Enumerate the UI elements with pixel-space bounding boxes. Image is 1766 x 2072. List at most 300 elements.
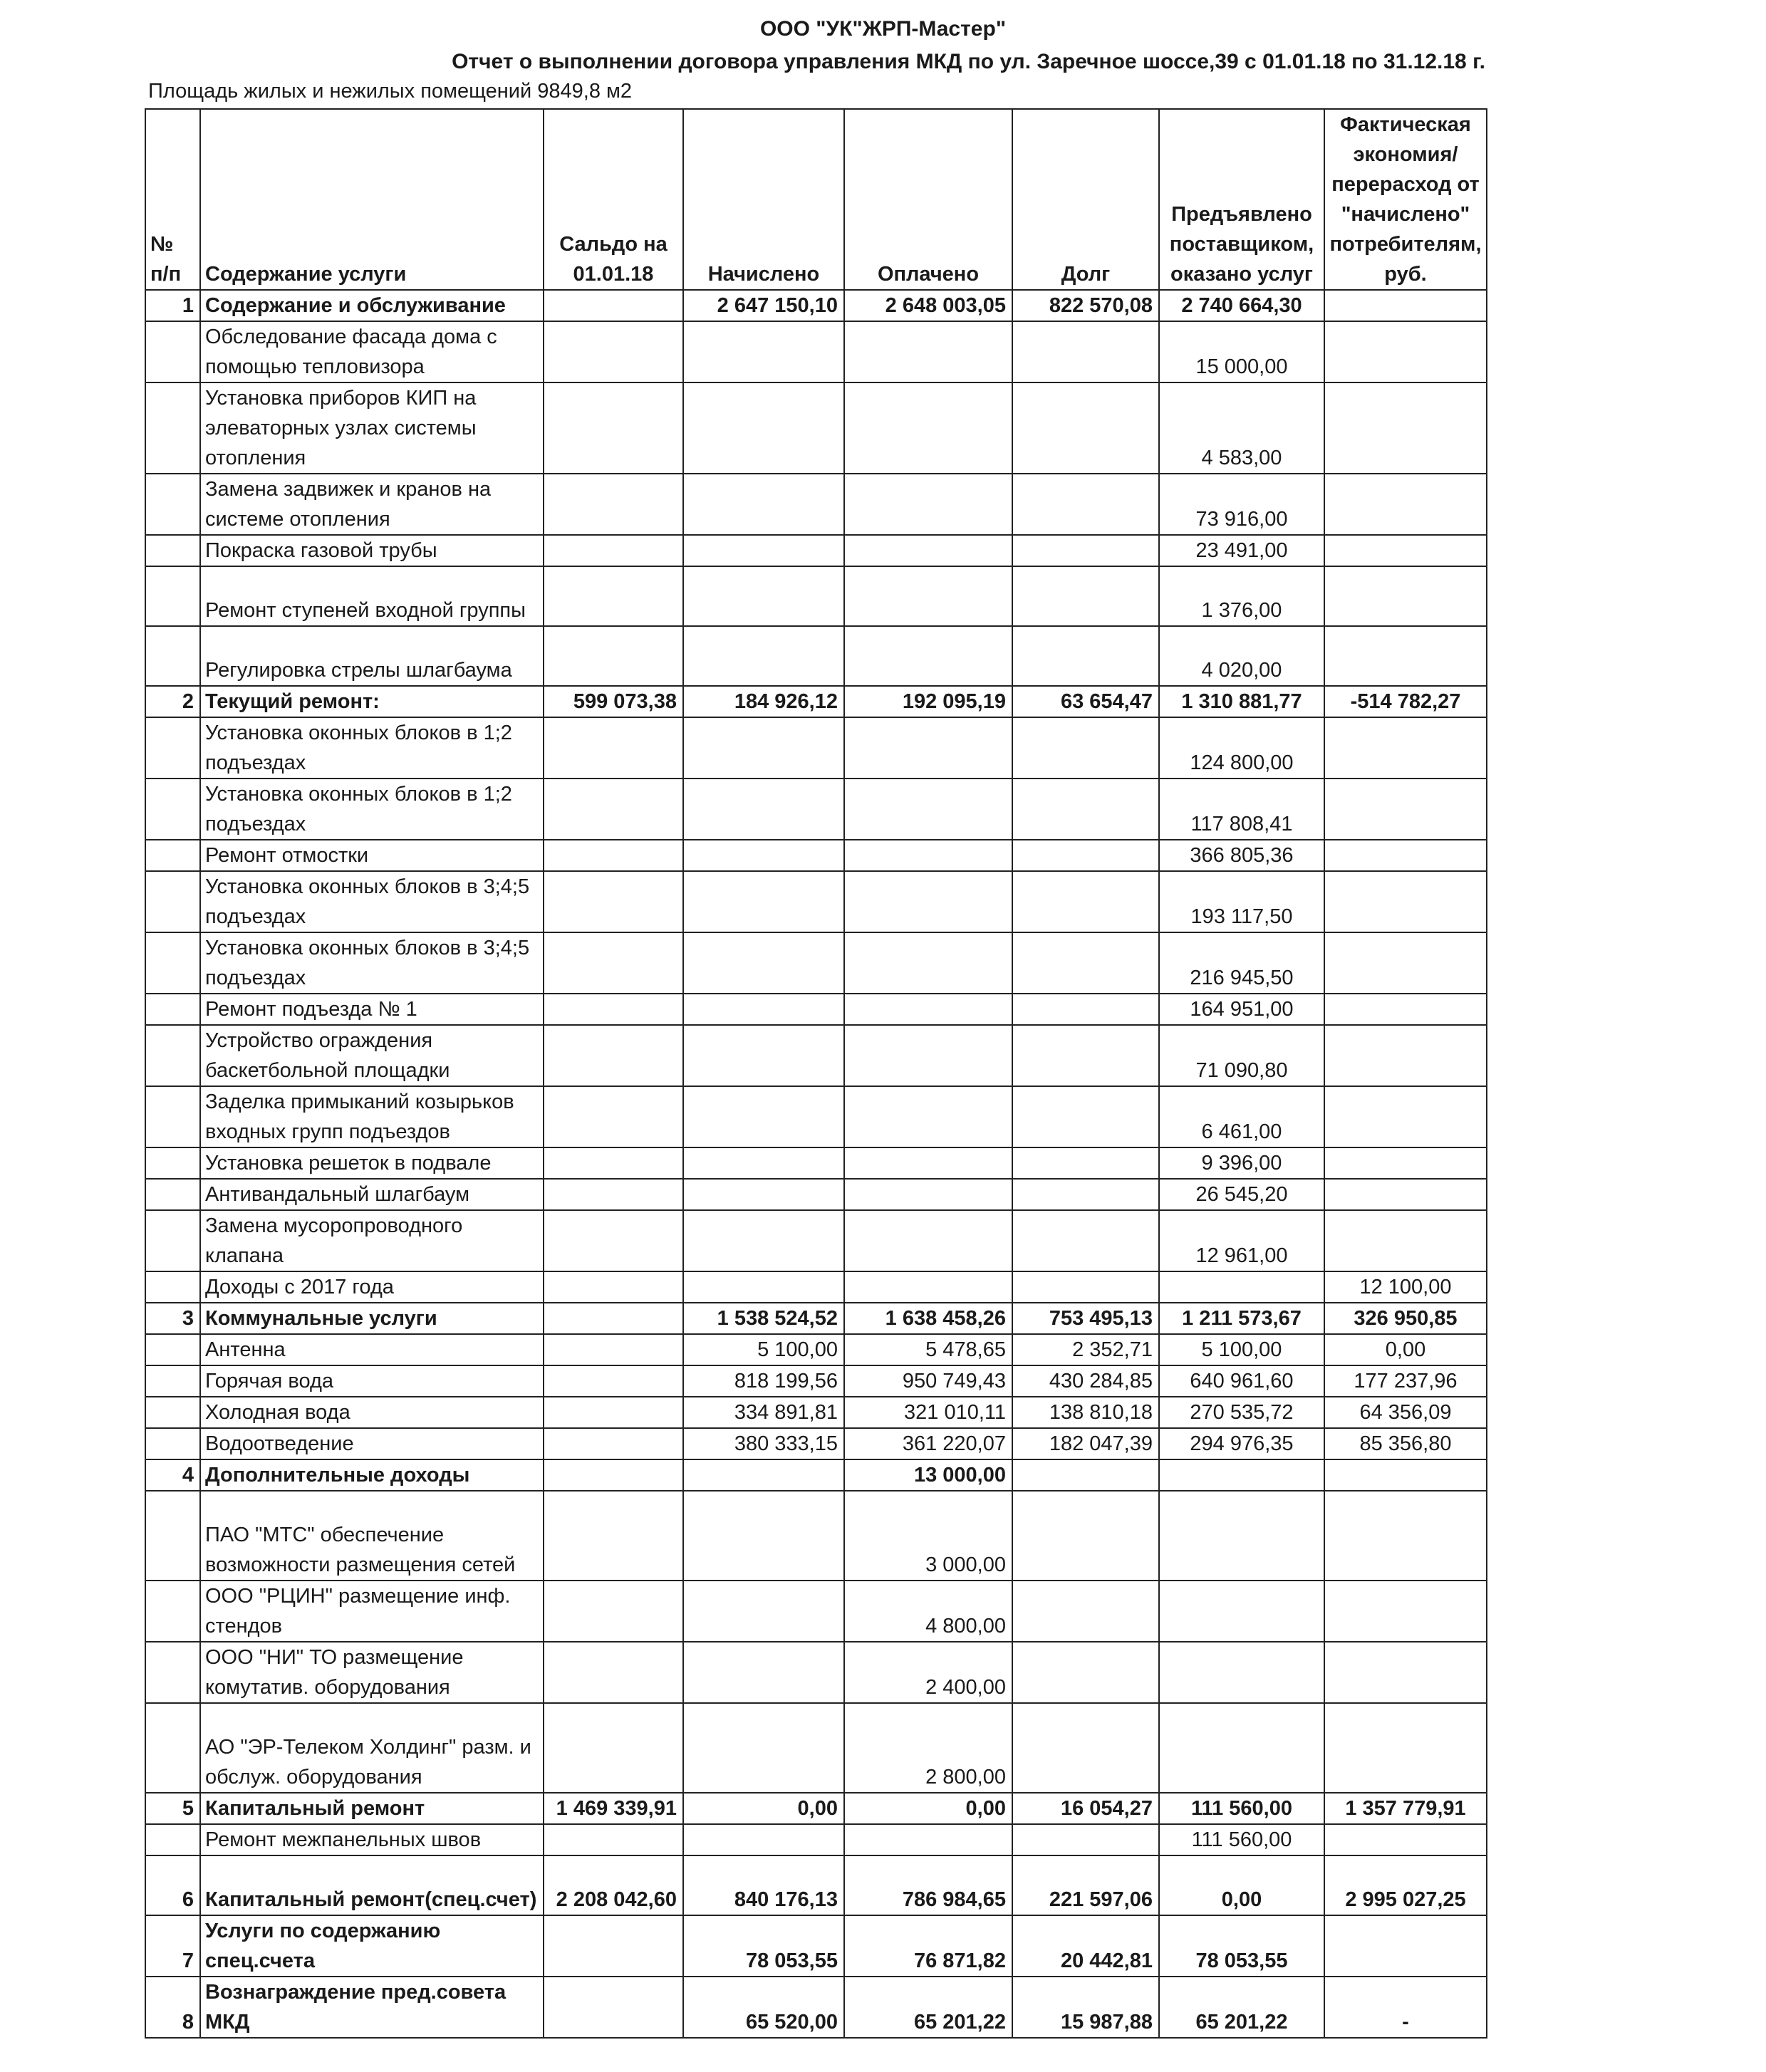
table-row [145, 1271, 1487, 1303]
cell-service: Обследование фасада дома с помощью тепловизора [200, 321, 544, 382]
cell-presented: 193 117,50 [1159, 871, 1324, 932]
cell-num [145, 1147, 200, 1179]
cell-charged [683, 1642, 844, 1703]
cell-num [145, 626, 200, 686]
cell-economy: 64 356,09 [1324, 1397, 1487, 1428]
cell-num [145, 1334, 200, 1365]
cell-num [145, 1271, 200, 1303]
cell-service: Доходы с 2017 года [200, 1271, 544, 1303]
table-row [145, 1397, 1487, 1428]
cell-debt [1012, 535, 1159, 566]
cell-economy: 326 950,85 [1324, 1303, 1487, 1334]
cell-saldo [544, 1491, 683, 1581]
table-header-row [145, 109, 1487, 290]
cell-charged [683, 1147, 844, 1179]
cell-saldo [544, 932, 683, 994]
cell-saldo [544, 1703, 683, 1793]
cell-presented: 6 461,00 [1159, 1086, 1324, 1147]
cell-charged [683, 1025, 844, 1086]
col-header-service: Содержание услуги [200, 109, 544, 290]
cell-service: ООО "РЦИН" размещение инф. стендов [200, 1581, 544, 1642]
cell-charged: 78 053,55 [683, 1915, 844, 1977]
cell-presented [1159, 1271, 1324, 1303]
cell-num [145, 566, 200, 626]
cell-presented: 5 100,00 [1159, 1334, 1324, 1365]
cell-saldo [544, 1210, 683, 1271]
cell-charged: 184 926,12 [683, 686, 844, 717]
cell-economy [1324, 1025, 1487, 1086]
cell-num [145, 1086, 200, 1147]
cell-debt [1012, 1147, 1159, 1179]
cell-economy [1324, 1703, 1487, 1793]
cell-service: Установка оконных блоков в 1;2 подъездах [200, 779, 544, 840]
table-row [145, 1824, 1487, 1855]
cell-saldo [544, 1365, 683, 1397]
cell-charged: 5 100,00 [683, 1334, 844, 1365]
table-row [145, 1703, 1487, 1793]
cell-presented: 1 211 573,67 [1159, 1303, 1324, 1334]
cell-paid [844, 779, 1012, 840]
cell-debt: 20 442,81 [1012, 1915, 1159, 1977]
cell-presented: 12 961,00 [1159, 1210, 1324, 1271]
cell-paid: 786 984,65 [844, 1855, 1012, 1915]
cell-economy [1324, 1642, 1487, 1703]
cell-presented: 78 053,55 [1159, 1915, 1324, 1977]
col-header-saldo: Сальдо на 01.01.18 [544, 109, 683, 290]
cell-economy [1324, 535, 1487, 566]
cell-paid: 361 220,07 [844, 1428, 1012, 1459]
cell-presented: 366 805,36 [1159, 840, 1324, 871]
cell-debt [1012, 1025, 1159, 1086]
cell-saldo [544, 840, 683, 871]
cell-debt [1012, 1179, 1159, 1210]
cell-num [145, 1703, 200, 1793]
cell-economy [1324, 321, 1487, 382]
table-row [145, 1179, 1487, 1210]
table-row [145, 1491, 1487, 1581]
cell-saldo [544, 1428, 683, 1459]
cell-presented: 1 376,00 [1159, 566, 1324, 626]
cell-presented: 640 961,60 [1159, 1365, 1324, 1397]
cell-economy: -514 782,27 [1324, 686, 1487, 717]
cell-saldo [544, 382, 683, 474]
cell-paid [844, 871, 1012, 932]
cell-economy [1324, 1179, 1487, 1210]
cell-saldo [544, 626, 683, 686]
cell-presented [1159, 1703, 1324, 1793]
cell-saldo [544, 1581, 683, 1642]
cell-charged [683, 840, 844, 871]
cell-num: 8 [145, 1977, 200, 2038]
cell-presented [1159, 1491, 1324, 1581]
cell-economy [1324, 474, 1487, 535]
cell-presented: 26 545,20 [1159, 1179, 1324, 1210]
cell-paid [844, 1086, 1012, 1147]
cell-num [145, 1179, 200, 1210]
table-row [145, 1459, 1487, 1491]
cell-presented: 216 945,50 [1159, 932, 1324, 994]
cell-paid: 4 800,00 [844, 1581, 1012, 1642]
table-row [145, 1915, 1487, 1977]
cell-num: 3 [145, 1303, 200, 1334]
cell-saldo [544, 1086, 683, 1147]
cell-num [145, 717, 200, 779]
cell-charged [683, 779, 844, 840]
cell-service: Антивандальный шлагбаум [200, 1179, 544, 1210]
cell-num [145, 871, 200, 932]
cell-presented: 111 560,00 [1159, 1824, 1324, 1855]
cell-charged [683, 382, 844, 474]
table-row [145, 1025, 1487, 1086]
cell-economy [1324, 1147, 1487, 1179]
cell-paid [844, 321, 1012, 382]
report-table [145, 108, 1487, 2039]
cell-service: Заделка примыканий козырьков входных групп подъездов [200, 1086, 544, 1147]
cell-charged [683, 474, 844, 535]
cell-debt [1012, 1491, 1159, 1581]
cell-charged [683, 1581, 844, 1642]
cell-economy [1324, 871, 1487, 932]
table-row [145, 1855, 1487, 1915]
cell-saldo [544, 717, 683, 779]
cell-economy [1324, 994, 1487, 1025]
cell-service: Капитальный ремонт [200, 1793, 544, 1824]
cell-paid: 1 638 458,26 [844, 1303, 1012, 1334]
cell-service: Капитальный ремонт(спец.счет) [200, 1855, 544, 1915]
cell-paid [844, 840, 1012, 871]
cell-economy [1324, 382, 1487, 474]
cell-paid [844, 474, 1012, 535]
cell-service: Покраска газовой трубы [200, 535, 544, 566]
cell-debt [1012, 566, 1159, 626]
cell-saldo [544, 1915, 683, 1977]
cell-saldo [544, 1334, 683, 1365]
cell-economy [1324, 566, 1487, 626]
cell-saldo [544, 1824, 683, 1855]
table-row [145, 474, 1487, 535]
cell-charged: 65 520,00 [683, 1977, 844, 2038]
cell-saldo [544, 1147, 683, 1179]
cell-presented [1159, 1459, 1324, 1491]
cell-paid: 5 478,65 [844, 1334, 1012, 1365]
cell-debt [1012, 1459, 1159, 1491]
cell-service: Установка оконных блоков в 3;4;5 подъездах [200, 932, 544, 994]
cell-num [145, 535, 200, 566]
cell-service: ООО "НИ" ТО размещение комутатив. оборудования [200, 1642, 544, 1703]
cell-saldo [544, 779, 683, 840]
cell-debt [1012, 871, 1159, 932]
cell-paid: 321 010,11 [844, 1397, 1012, 1428]
cell-paid: 0,00 [844, 1793, 1012, 1824]
cell-saldo [544, 994, 683, 1025]
table-row [145, 1210, 1487, 1271]
cell-charged [683, 1086, 844, 1147]
table-row [145, 382, 1487, 474]
table-row [145, 932, 1487, 994]
cell-charged [683, 932, 844, 994]
table-row [145, 1642, 1487, 1703]
cell-presented: 15 000,00 [1159, 321, 1324, 382]
cell-num: 7 [145, 1915, 200, 1977]
cell-num [145, 1365, 200, 1397]
cell-service: Ремонт межпанельных швов [200, 1824, 544, 1855]
cell-debt: 822 570,08 [1012, 290, 1159, 321]
cell-debt [1012, 1642, 1159, 1703]
cell-service: Установка приборов КИП на элеваторных узлах системы отопления [200, 382, 544, 474]
table-row [145, 994, 1487, 1025]
cell-num [145, 779, 200, 840]
cell-presented: 1 310 881,77 [1159, 686, 1324, 717]
cell-paid [844, 1179, 1012, 1210]
cell-paid [844, 1025, 1012, 1086]
table-row [145, 779, 1487, 840]
area-note: Площадь жилых и нежилых помещений 9849,8 м2 [148, 80, 633, 103]
cell-economy: 85 356,80 [1324, 1428, 1487, 1459]
cell-charged [683, 994, 844, 1025]
cell-saldo [544, 474, 683, 535]
cell-economy: 2 995 027,25 [1324, 1855, 1487, 1915]
cell-debt [1012, 779, 1159, 840]
cell-presented: 73 916,00 [1159, 474, 1324, 535]
cell-charged [683, 535, 844, 566]
cell-saldo [544, 1303, 683, 1334]
cell-paid [844, 535, 1012, 566]
cell-service: Холодная вода [200, 1397, 544, 1428]
cell-service: Услуги по содержанию спец.счета [200, 1915, 544, 1977]
cell-paid [844, 994, 1012, 1025]
cell-num: 6 [145, 1855, 200, 1915]
cell-debt [1012, 321, 1159, 382]
cell-num [145, 382, 200, 474]
cell-paid: 2 800,00 [844, 1703, 1012, 1793]
cell-charged: 1 538 524,52 [683, 1303, 844, 1334]
cell-service: Коммунальные услуги [200, 1303, 544, 1334]
cell-service: Содержание и обслуживание [200, 290, 544, 321]
cell-num [145, 1824, 200, 1855]
cell-saldo [544, 1459, 683, 1491]
cell-presented: 65 201,22 [1159, 1977, 1324, 2038]
cell-presented: 23 491,00 [1159, 535, 1324, 566]
cell-paid [844, 566, 1012, 626]
cell-presented: 0,00 [1159, 1855, 1324, 1915]
table-row [145, 1977, 1487, 2038]
cell-charged: 818 199,56 [683, 1365, 844, 1397]
cell-presented: 270 535,72 [1159, 1397, 1324, 1428]
cell-num [145, 840, 200, 871]
cell-paid [844, 626, 1012, 686]
cell-paid [844, 382, 1012, 474]
table-row [145, 686, 1487, 717]
cell-charged [683, 626, 844, 686]
cell-service: Ремонт отмостки [200, 840, 544, 871]
cell-saldo [544, 290, 683, 321]
cell-num [145, 1397, 200, 1428]
cell-saldo: 1 469 339,91 [544, 1793, 683, 1824]
cell-presented: 124 800,00 [1159, 717, 1324, 779]
cell-paid: 192 095,19 [844, 686, 1012, 717]
cell-presented [1159, 1642, 1324, 1703]
cell-debt: 63 654,47 [1012, 686, 1159, 717]
cell-debt: 138 810,18 [1012, 1397, 1159, 1428]
cell-service: Горячая вода [200, 1365, 544, 1397]
col-header-charged: Начислено [683, 109, 844, 290]
cell-saldo: 2 208 042,60 [544, 1855, 683, 1915]
cell-economy: 177 237,96 [1324, 1365, 1487, 1397]
cell-economy [1324, 779, 1487, 840]
cell-presented: 71 090,80 [1159, 1025, 1324, 1086]
cell-charged [683, 1824, 844, 1855]
cell-service: Замена мусоропроводного клапана [200, 1210, 544, 1271]
cell-charged: 2 647 150,10 [683, 290, 844, 321]
cell-num [145, 994, 200, 1025]
cell-debt [1012, 994, 1159, 1025]
cell-economy: 1 357 779,91 [1324, 1793, 1487, 1824]
cell-debt: 182 047,39 [1012, 1428, 1159, 1459]
cell-presented: 4 583,00 [1159, 382, 1324, 474]
cell-charged: 840 176,13 [683, 1855, 844, 1915]
cell-saldo [544, 1271, 683, 1303]
cell-service: Дополнительные доходы [200, 1459, 544, 1491]
cell-charged [683, 1459, 844, 1491]
cell-service: Установка оконных блоков в 3;4;5 подъездах [200, 871, 544, 932]
cell-economy [1324, 717, 1487, 779]
cell-charged [683, 321, 844, 382]
cell-num [145, 321, 200, 382]
cell-num: 5 [145, 1793, 200, 1824]
cell-charged [683, 1491, 844, 1581]
cell-charged: 380 333,15 [683, 1428, 844, 1459]
cell-charged: 334 891,81 [683, 1397, 844, 1428]
cell-paid [844, 717, 1012, 779]
cell-debt [1012, 1824, 1159, 1855]
table-row [145, 840, 1487, 871]
cell-debt: 221 597,06 [1012, 1855, 1159, 1915]
cell-num [145, 932, 200, 994]
cell-debt: 430 284,85 [1012, 1365, 1159, 1397]
cell-num [145, 1581, 200, 1642]
cell-num: 4 [145, 1459, 200, 1491]
cell-num: 1 [145, 290, 200, 321]
cell-debt [1012, 1086, 1159, 1147]
cell-saldo [544, 535, 683, 566]
cell-charged [683, 717, 844, 779]
table-row [145, 1428, 1487, 1459]
cell-num: 2 [145, 686, 200, 717]
cell-num [145, 1491, 200, 1581]
cell-paid [844, 1210, 1012, 1271]
cell-service: Установка решеток в подвале [200, 1147, 544, 1179]
cell-service: Водоотведение [200, 1428, 544, 1459]
cell-economy [1324, 840, 1487, 871]
cell-num [145, 474, 200, 535]
cell-debt [1012, 717, 1159, 779]
cell-debt: 15 987,88 [1012, 1977, 1159, 2038]
col-header-num: № п/п [145, 109, 200, 290]
cell-paid: 3 000,00 [844, 1491, 1012, 1581]
cell-economy: 0,00 [1324, 1334, 1487, 1365]
cell-presented: 117 808,41 [1159, 779, 1324, 840]
cell-economy: - [1324, 1977, 1487, 2038]
cell-num [145, 1210, 200, 1271]
cell-charged: 0,00 [683, 1793, 844, 1824]
cell-economy [1324, 1581, 1487, 1642]
cell-saldo [544, 1977, 683, 2038]
cell-service: АО "ЭР-Телеком Холдинг" разм. и обслуж. оборудования [200, 1703, 544, 1793]
table-row [145, 1365, 1487, 1397]
cell-debt [1012, 1703, 1159, 1793]
cell-debt [1012, 382, 1159, 474]
cell-paid: 950 749,43 [844, 1365, 1012, 1397]
table-row [145, 1793, 1487, 1824]
table-row [145, 1303, 1487, 1334]
cell-economy [1324, 1210, 1487, 1271]
table-row [145, 566, 1487, 626]
cell-paid: 2 400,00 [844, 1642, 1012, 1703]
cell-charged [683, 1179, 844, 1210]
cell-num [145, 1642, 200, 1703]
cell-charged [683, 1210, 844, 1271]
cell-service: Антенна [200, 1334, 544, 1365]
cell-presented: 4 020,00 [1159, 626, 1324, 686]
cell-saldo [544, 1642, 683, 1703]
cell-paid [844, 932, 1012, 994]
cell-presented: 9 396,00 [1159, 1147, 1324, 1179]
cell-debt: 16 054,27 [1012, 1793, 1159, 1824]
cell-service: Ремонт ступеней входной группы [200, 566, 544, 626]
cell-charged [683, 566, 844, 626]
cell-saldo [544, 1397, 683, 1428]
cell-paid: 13 000,00 [844, 1459, 1012, 1491]
cell-debt [1012, 626, 1159, 686]
cell-debt: 2 352,71 [1012, 1334, 1159, 1365]
cell-saldo [544, 1179, 683, 1210]
cell-economy [1324, 1086, 1487, 1147]
cell-num [145, 1428, 200, 1459]
col-header-presented: Предъявлено поставщиком, оказано услуг [1159, 109, 1324, 290]
cell-economy [1324, 1824, 1487, 1855]
cell-paid [844, 1271, 1012, 1303]
cell-debt [1012, 1271, 1159, 1303]
cell-paid: 76 871,82 [844, 1915, 1012, 1977]
table-row [145, 321, 1487, 382]
cell-economy [1324, 1915, 1487, 1977]
table-row [145, 290, 1487, 321]
table-row [145, 535, 1487, 566]
cell-economy [1324, 626, 1487, 686]
cell-economy [1324, 932, 1487, 994]
cell-charged [683, 871, 844, 932]
table-row [145, 1086, 1487, 1147]
cell-paid [844, 1824, 1012, 1855]
cell-saldo [544, 566, 683, 626]
cell-saldo: 599 073,38 [544, 686, 683, 717]
cell-service: Регулировка стрелы шлагбаума [200, 626, 544, 686]
cell-service: Ремонт подъезда № 1 [200, 994, 544, 1025]
cell-service: Замена задвижек и кранов на системе отопления [200, 474, 544, 535]
cell-presented: 2 740 664,30 [1159, 290, 1324, 321]
cell-economy: 12 100,00 [1324, 1271, 1487, 1303]
cell-service: Установка оконных блоков в 1;2 подъездах [200, 717, 544, 779]
table-row [145, 871, 1487, 932]
table-row [145, 1147, 1487, 1179]
company-name: ООО "УК"ЖРП-Мастер" [759, 17, 1007, 41]
cell-presented [1159, 1581, 1324, 1642]
cell-charged [683, 1271, 844, 1303]
cell-debt: 753 495,13 [1012, 1303, 1159, 1334]
col-header-economy: Фактическая экономия/перерасход от "начислено" потребителям, руб. [1324, 109, 1487, 290]
cell-paid: 65 201,22 [844, 1977, 1012, 2038]
cell-economy [1324, 290, 1487, 321]
